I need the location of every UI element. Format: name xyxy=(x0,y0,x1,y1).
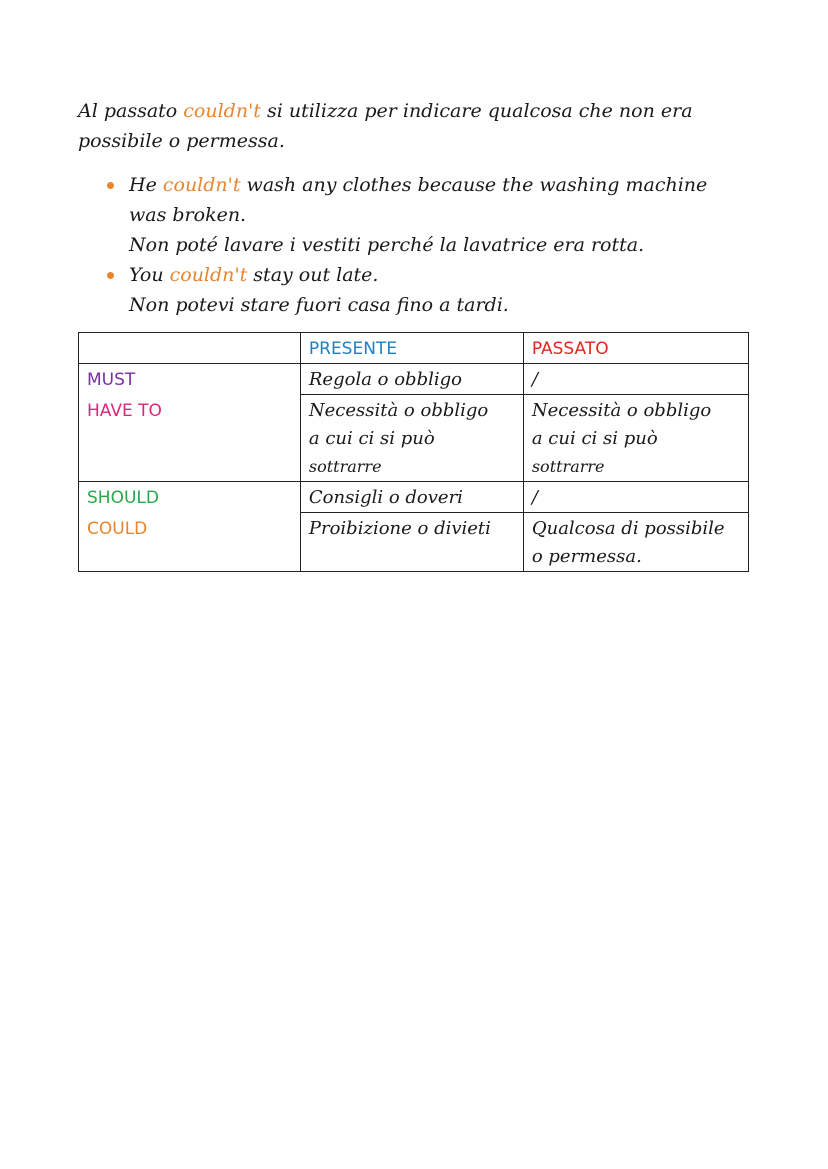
table-row-must xyxy=(79,364,749,395)
example-1-highlight: couldn't xyxy=(162,174,241,196)
modal-verbs-table xyxy=(78,332,749,572)
intro-text-start: Al passato xyxy=(78,100,184,122)
example-2-sentence: stay out late. xyxy=(247,264,379,286)
example-2-subject: You xyxy=(129,264,170,286)
example-1-sentence: wash any clothes because the washing machine xyxy=(240,174,708,196)
should-presente: Consigli o doveri xyxy=(300,482,523,513)
example-1-sentence-cont: was broken. xyxy=(129,204,247,226)
table-row-should xyxy=(79,482,749,513)
intro-paragraph xyxy=(78,96,738,156)
intro-text-end: si utilizza per indicare qualcosa che non era possibile o permessa. xyxy=(78,100,693,152)
label-could: COULD xyxy=(79,513,301,572)
example-2-translation: Non potevi stare fuori casa fino a tardi. xyxy=(129,294,509,316)
header-presente: PRESENTE xyxy=(300,333,523,364)
could-passato-line2: o permessa. xyxy=(531,546,642,567)
label-must: MUST xyxy=(79,364,301,395)
label-should: SHOULD xyxy=(79,482,301,513)
should-passato: / xyxy=(523,482,748,513)
have-to-passato-line1: Necessità o obbligo xyxy=(531,400,712,421)
have-to-passato-line2: a cui ci si può xyxy=(531,428,658,449)
have-to-presente-line2: a cui ci si può xyxy=(308,428,435,449)
example-2-highlight: couldn't xyxy=(169,264,248,286)
have-to-presente-line3: sottrarre xyxy=(308,457,382,476)
could-passato xyxy=(523,513,748,572)
have-to-passato xyxy=(523,395,748,482)
have-to-presente xyxy=(300,395,523,482)
intro-highlight-couldnt: couldn't xyxy=(183,100,261,122)
example-item-1 xyxy=(100,170,740,260)
example-1-subject: He xyxy=(129,174,163,196)
have-to-presente-line1: Necessità o obbligo xyxy=(308,400,489,421)
could-presente: Proibizione o divieti xyxy=(300,513,523,572)
examples-list xyxy=(100,170,740,320)
header-passato: PASSATO xyxy=(523,333,748,364)
must-passato: / xyxy=(523,364,748,395)
example-1-translation: Non poté lavare i vestiti perché la lavatrice era rotta. xyxy=(129,234,645,256)
label-have-to: HAVE TO xyxy=(79,395,301,482)
table-row-could xyxy=(79,513,749,572)
bullet-icon xyxy=(107,182,114,189)
header-empty-cell xyxy=(79,333,301,364)
must-presente: Regola o obbligo xyxy=(300,364,523,395)
table-row-have-to xyxy=(79,395,749,482)
example-item-2 xyxy=(100,260,740,320)
could-passato-line1: Qualcosa di possibile xyxy=(531,518,725,539)
bullet-icon xyxy=(107,272,114,279)
have-to-passato-line3: sottrarre xyxy=(531,457,605,476)
table-header-row xyxy=(79,333,749,364)
